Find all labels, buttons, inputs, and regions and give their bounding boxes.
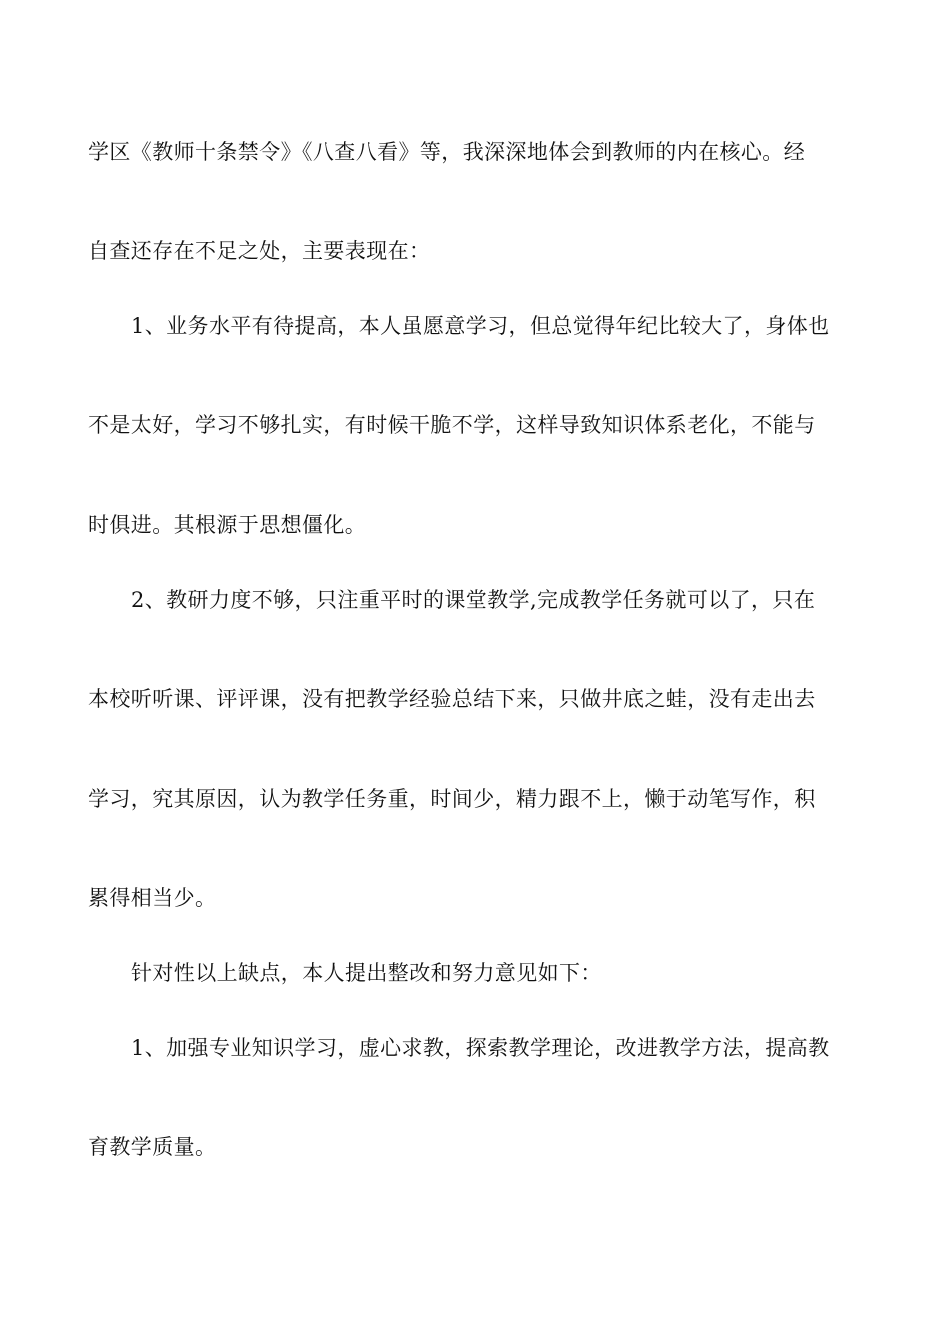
- text-line: 时俱进。其根源于思想僵化。: [88, 513, 367, 537]
- text-line: 育教学质量。: [88, 1135, 217, 1159]
- text-line: 学习，究其原因，认为教学任务重，时间少，精力跟不上，懒于动笔写作，积: [88, 787, 816, 811]
- text-line: 本校听听课、评评课，没有把教学经验总结下来，只做井底之蛙，没有走出去: [88, 687, 816, 711]
- text-line: 1、加强专业知识学习，虚心求教，探索教学理论，改进教学方法，提高教: [131, 1036, 830, 1060]
- text-line: 不是太好，学习不够扎实，有时候干脆不学，这样导致知识体系老化，不能与: [88, 413, 816, 437]
- text-line: 学区《教师十条禁令》《八查八看》等，我深深地体会到教师的内在核心。经: [88, 140, 806, 164]
- text-line: 累得相当少。: [88, 886, 217, 910]
- text-line: 自查还存在不足之处，主要表现在：: [88, 239, 431, 263]
- text-line: 1、业务水平有待提高，本人虽愿意学习，但总觉得年纪比较大了，身体也: [131, 314, 830, 338]
- text-line: 针对性以上缺点，本人提出整改和努力意见如下：: [131, 961, 602, 985]
- text-line: 2、教研力度不够，只注重平时的课堂教学,完成教学任务就可以了，只在: [131, 588, 816, 612]
